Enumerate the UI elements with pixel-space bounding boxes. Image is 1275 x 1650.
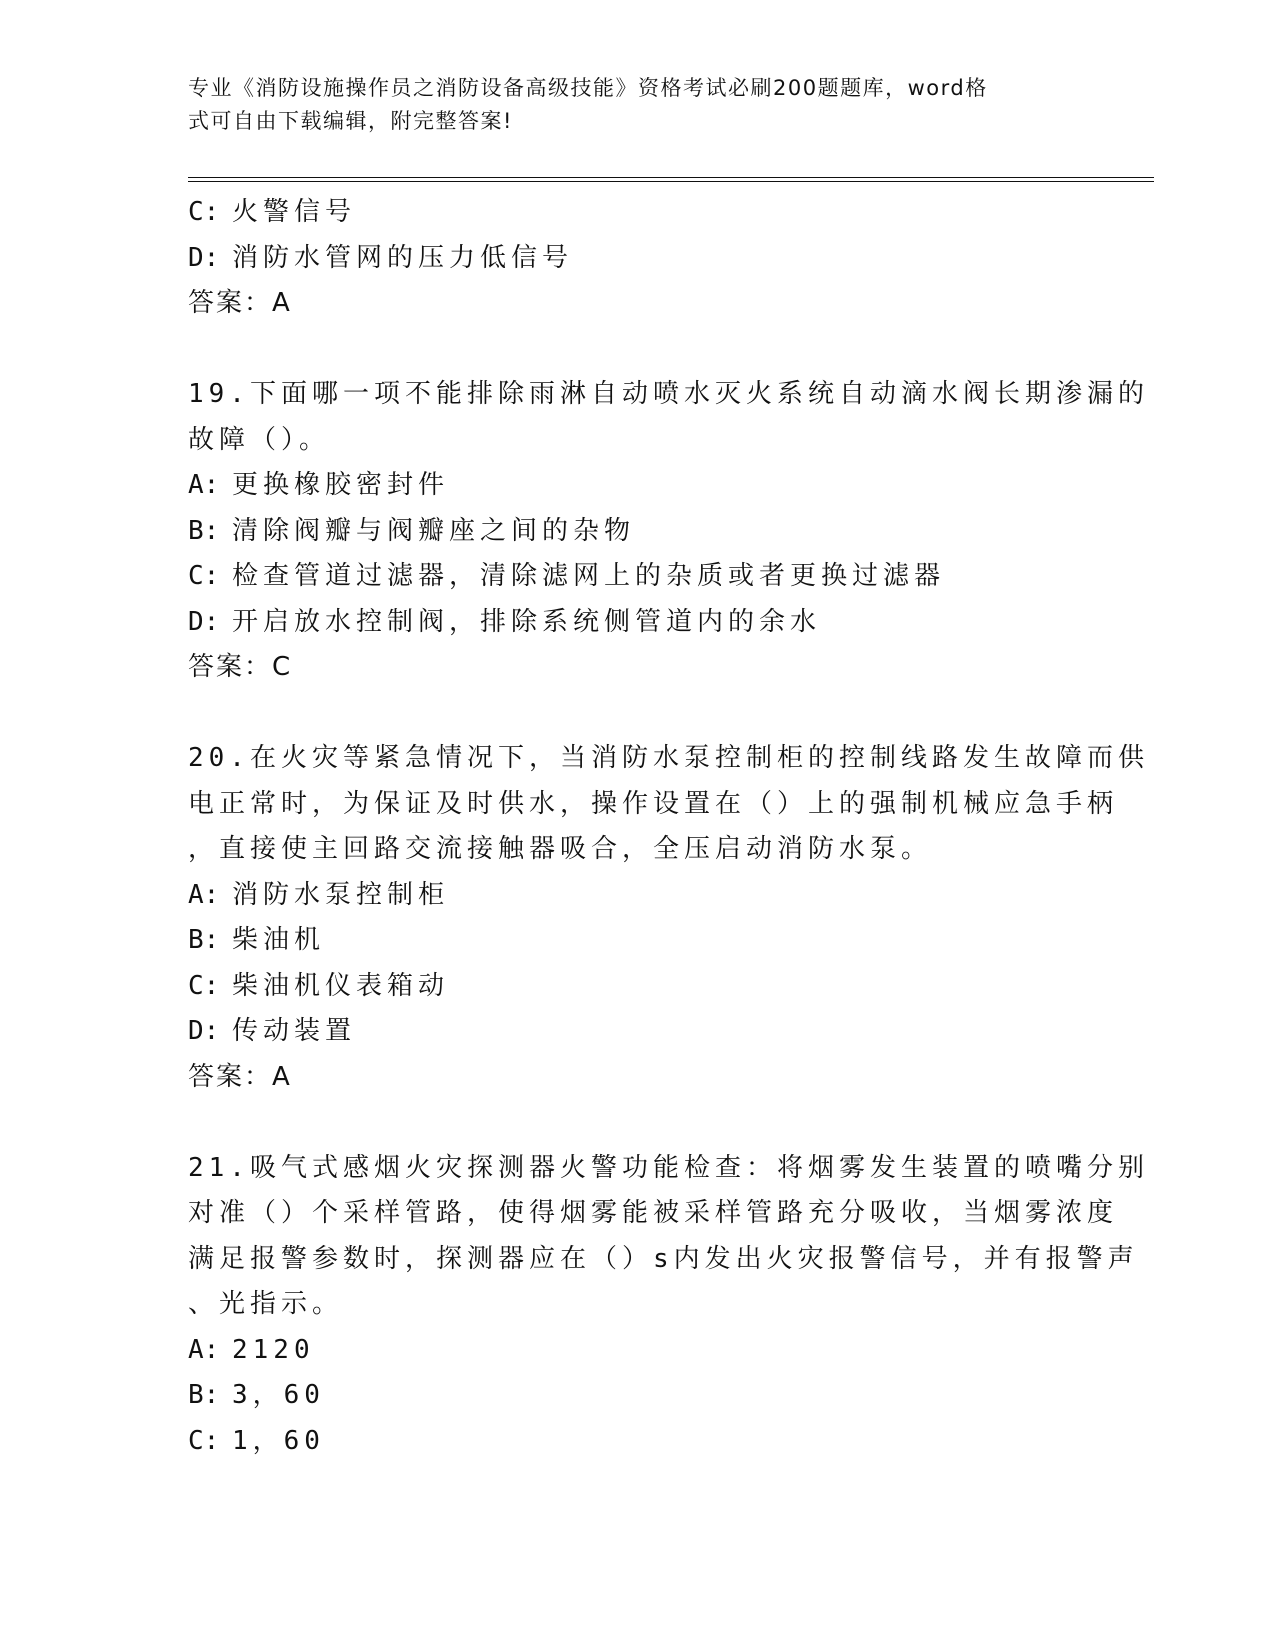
option-text: 清除阀瓣与阀瓣座之间的杂物 [232, 515, 636, 546]
option-text: 开启放水控制阀，排除系统侧管道内的余水 [232, 606, 822, 637]
answer-line: 答案：A [188, 288, 292, 318]
option-a [188, 873, 1088, 919]
option-text: 消防水管网的压力低信号 [232, 242, 574, 273]
question-19-line-1: 19.下面哪一项不能排除雨淋自动喷水灭火系统自动滴水阀长期渗漏的 [188, 379, 1149, 409]
option-a [188, 463, 1088, 509]
question-19-line-2: 故障（）。 [188, 424, 331, 455]
spacer [188, 691, 1088, 737]
option-label: C: [188, 1425, 220, 1456]
option-text: 检查管道过滤器，清除滤网上的杂质或者更换过滤器 [232, 561, 946, 591]
question-20-line-3: ，直接使主回路交流接触器吸合，全压启动消防水泵。 [188, 834, 933, 864]
question-21-line-1: 21.吸气式感烟火灾探测器火警功能检查：将烟雾发生装置的喷嘴分别 [188, 1152, 1149, 1183]
option-c [188, 554, 1088, 600]
option-c [188, 190, 1088, 236]
option-d [188, 1009, 1088, 1055]
option-label: A: [188, 1334, 220, 1365]
option-b [188, 509, 1088, 555]
answer-line: 答案：C [188, 652, 293, 682]
option-label: C: [188, 970, 220, 1001]
option-text: 火警信号 [232, 197, 357, 227]
option-label: A: [188, 879, 220, 910]
question-21-line-2: 对准（）个采样管路，使得烟雾能被采样管路充分吸收，当烟雾浓度 [188, 1198, 1119, 1228]
question-21-line-4: 、光指示。 [188, 1289, 344, 1319]
header-divider-bottom [188, 181, 1154, 182]
option-label: D: [188, 606, 220, 637]
option-a [188, 1328, 1088, 1374]
option-text: 3，60 [232, 1380, 325, 1410]
option-b [188, 918, 1088, 964]
option-label: C: [188, 561, 220, 591]
option-label: D: [188, 1016, 220, 1046]
option-d [188, 236, 1088, 282]
option-label: A: [188, 470, 220, 500]
option-label: B: [188, 515, 220, 546]
header-title-line-1: 专业《消防设施操作员之消防设备高级技能》资格考试必刷200题题库，word格 [188, 76, 988, 100]
option-text: 2120 [232, 1334, 315, 1365]
document-header [188, 72, 1088, 138]
question-21-line-3: 满足报警参数时，探测器应在（）s内发出火灾报警信号，并有报警声 [188, 1243, 1139, 1274]
header-divider-top [188, 177, 1154, 178]
option-c [188, 1419, 1088, 1465]
option-text: 更换橡胶密封件 [232, 470, 450, 500]
question-20-line-1: 20.在火灾等紧急情况下，当消防水泵控制柜的控制线路发生故障而供 [188, 743, 1149, 773]
option-label: D: [188, 242, 220, 273]
option-b [188, 1373, 1088, 1419]
question-20-line-2: 电正常时，为保证及时供水，操作设置在（）上的强制机械应急手柄 [188, 788, 1119, 819]
option-label: B: [188, 1380, 220, 1410]
option-text: 传动装置 [232, 1016, 357, 1046]
option-d [188, 600, 1088, 646]
spacer [188, 1100, 1088, 1146]
option-text: 柴油机 [232, 925, 326, 955]
header-title-line-2: 式可自由下载编辑，附完整答案! [188, 109, 513, 133]
option-text: 消防水泵控制柜 [232, 879, 450, 910]
option-c [188, 964, 1088, 1010]
option-text: 柴油机仪表箱动 [232, 970, 450, 1001]
option-label: C: [188, 197, 220, 227]
spacer [188, 327, 1088, 373]
answer-line: 答案：A [188, 1061, 292, 1092]
question-content [188, 190, 1149, 1464]
option-label: B: [188, 925, 220, 955]
option-text: 1，60 [232, 1425, 325, 1456]
